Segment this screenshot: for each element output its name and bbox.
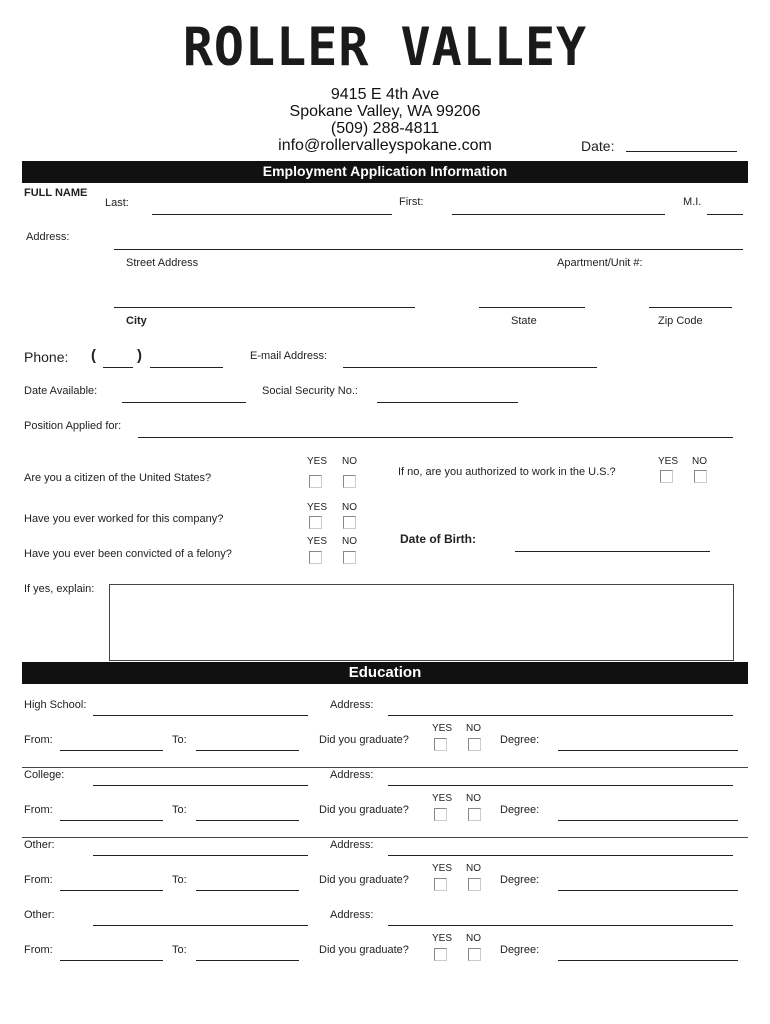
school-name-label: Other: [24,839,55,851]
graduate-no-checkbox[interactable] [468,948,481,961]
graduate-yes-checkbox[interactable] [434,738,447,751]
first-name-label: First: [399,196,424,208]
middle-initial-label: M.I. [683,196,702,208]
graduate-yes-checkbox[interactable] [434,948,447,961]
graduate-no-label: NO [466,793,481,804]
felony-no-checkbox[interactable] [343,551,356,564]
citizen-yes-checkbox[interactable] [309,475,322,488]
graduate-yes-label: YES [432,863,453,874]
to-field[interactable] [196,960,299,961]
from-label: From: [24,874,53,886]
school-address-label: Address: [330,769,374,781]
date-field[interactable] [626,151,737,152]
divider [22,837,748,838]
graduate-label: Did you graduate? [319,804,409,816]
apartment-label: Apartment/Unit #: [557,257,643,269]
zip-label: Zip Code [658,315,703,327]
graduate-no-checkbox[interactable] [468,808,481,821]
citizen-yes-label: YES [307,456,328,467]
citizen-no-checkbox[interactable] [343,475,356,488]
citizen-question: Are you a citizen of the United States? [24,472,212,484]
to-label: To: [172,804,187,816]
felony-no-label: NO [342,536,357,547]
school-name-label: College: [24,769,65,781]
phone-paren-open: ( [91,347,96,364]
address-line-1: 9415 E 4th Ave [330,86,440,103]
employment-section-header: Employment Application Information [22,161,748,183]
graduate-no-label: NO [466,933,481,944]
middle-initial-field[interactable] [707,214,743,215]
date-available-field[interactable] [122,402,246,403]
graduate-yes-label: YES [432,723,453,734]
address-label: Address: [26,231,70,243]
ssn-label: Social Security No.: [262,385,358,397]
degree-field[interactable] [558,960,738,961]
explain-label: If yes, explain: [24,583,95,595]
city-label: City [126,315,147,327]
business-phone: (509) 288-4811 [330,120,440,137]
zip-field[interactable] [649,307,732,308]
graduate-no-label: NO [466,863,481,874]
from-field[interactable] [60,890,163,891]
school-address-field[interactable] [388,715,733,716]
state-field[interactable] [479,307,585,308]
street-address-label: Street Address [126,257,199,269]
email-label: E-mail Address: [250,350,328,362]
degree-label: Degree: [500,874,540,886]
graduate-no-checkbox[interactable] [468,738,481,751]
ssn-field[interactable] [377,402,518,403]
graduate-label: Did you graduate? [319,734,409,746]
graduate-yes-checkbox[interactable] [434,808,447,821]
to-field[interactable] [196,750,299,751]
from-field[interactable] [60,820,163,821]
business-email: info@rollervalleyspokane.com [278,137,492,154]
authorized-question: If no, are you authorized to work in the U.S.? [398,466,616,478]
phone-paren-close: ) [137,347,142,364]
to-field[interactable] [196,890,299,891]
school-name-label: Other: [24,909,55,921]
school-address-label: Address: [330,699,374,711]
full-name-label: FULL NAME [24,187,88,199]
school-name-field[interactable] [93,925,308,926]
graduate-yes-label: YES [432,933,453,944]
graduate-label: Did you graduate? [319,874,409,886]
authorized-no-checkbox[interactable] [694,470,707,483]
worked-question: Have you ever worked for this company? [24,513,224,525]
position-label: Position Applied for: [24,420,122,432]
brand-logo: ROLLER VALLEY [182,16,588,78]
dob-field[interactable] [515,551,710,552]
felony-yes-checkbox[interactable] [309,551,322,564]
email-field[interactable] [343,367,597,368]
graduate-yes-label: YES [432,793,453,804]
school-address-field[interactable] [388,855,733,856]
citizen-no-label: NO [342,456,357,467]
degree-field[interactable] [558,890,738,891]
to-field[interactable] [196,820,299,821]
authorized-no-label: NO [692,456,707,467]
worked-no-label: NO [342,502,357,513]
position-field[interactable] [138,437,733,438]
graduate-label: Did you graduate? [319,944,409,956]
from-field[interactable] [60,960,163,961]
school-name-field[interactable] [93,855,308,856]
graduate-no-checkbox[interactable] [468,878,481,891]
school-name-label: High School: [24,699,87,711]
felony-yes-label: YES [307,536,328,547]
city-field[interactable] [114,307,415,308]
school-name-field[interactable] [93,785,308,786]
last-name-field[interactable] [152,214,392,215]
divider [22,767,748,768]
school-address-field[interactable] [388,925,733,926]
degree-label: Degree: [500,804,540,816]
to-label: To: [172,734,187,746]
worked-yes-checkbox[interactable] [309,516,322,529]
to-label: To: [172,874,187,886]
street-address-field[interactable] [114,249,743,250]
phone-number-field[interactable] [150,367,223,368]
from-label: From: [24,944,53,956]
date-label: Date: [581,138,615,154]
date-available-label: Date Available: [24,385,98,397]
worked-no-checkbox[interactable] [343,516,356,529]
graduate-no-label: NO [466,723,481,734]
to-label: To: [172,944,187,956]
school-address-label: Address: [330,909,374,921]
school-address-field[interactable] [388,785,733,786]
dob-label: Date of Birth: [400,532,476,546]
phone-label: Phone: [24,349,69,365]
school-name-field[interactable] [93,715,308,716]
first-name-field[interactable] [452,214,665,215]
felony-question: Have you ever been convicted of a felony? [24,548,232,560]
explain-textarea[interactable] [109,584,734,661]
state-label: State [511,315,537,327]
address-line-2: Spokane Valley, WA 99206 [289,103,481,120]
degree-label: Degree: [500,944,540,956]
from-label: From: [24,734,53,746]
authorized-yes-checkbox[interactable] [660,470,673,483]
from-label: From: [24,804,53,816]
authorized-yes-label: YES [658,456,679,467]
phone-area-code-field[interactable] [103,367,133,368]
from-field[interactable] [60,750,163,751]
degree-field[interactable] [558,820,738,821]
graduate-yes-checkbox[interactable] [434,878,447,891]
education-section-header: Education [22,662,748,684]
worked-yes-label: YES [307,502,328,513]
school-address-label: Address: [330,839,374,851]
degree-label: Degree: [500,734,540,746]
last-name-label: Last: [105,197,129,209]
degree-field[interactable] [558,750,738,751]
